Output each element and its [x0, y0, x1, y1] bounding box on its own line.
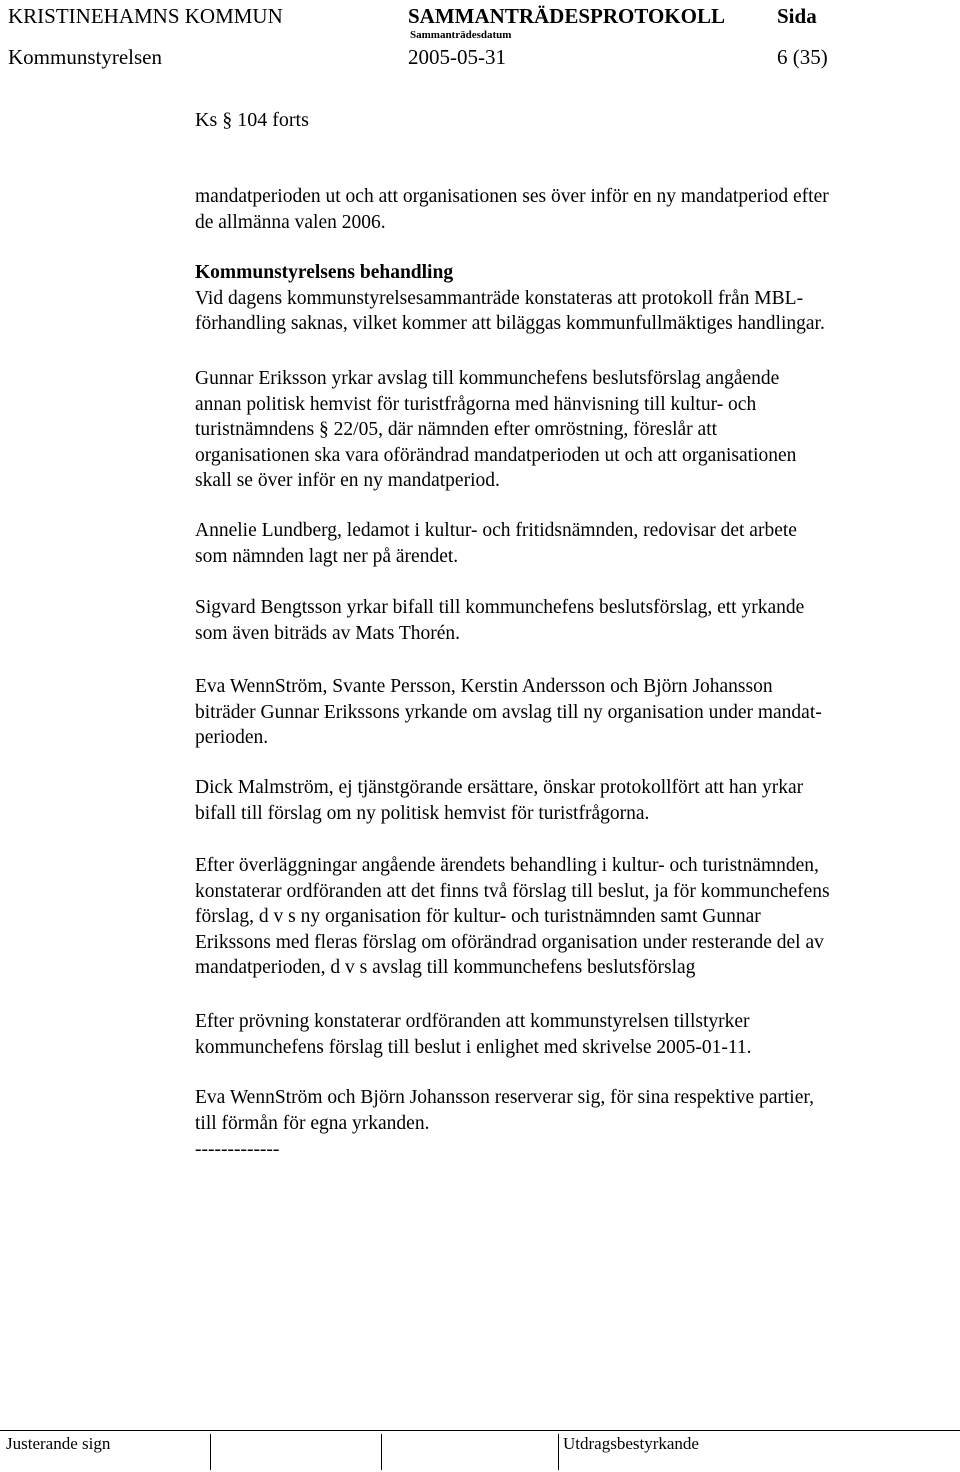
text-line: Dick Malmström, ej tjänstgörande ersättare, önskar protokollfört att han yrkar [195, 777, 804, 798]
footer-rule [0, 1430, 960, 1431]
text-line: turistnämndens § 22/05, där nämnden efter omröstning, föreslår att [195, 419, 718, 440]
paragraph-7 [195, 775, 935, 826]
paragraph-2 [195, 260, 935, 337]
end-marker: ------------- [195, 1139, 280, 1160]
section-reference: Ks § 104 forts [195, 109, 309, 131]
text-line: skall se över inför en ny mandatperiod. [195, 470, 500, 491]
text-line: till förmån för egna yrkanden. [195, 1112, 430, 1134]
text-line: Efter överläggningar angående ärendets behandling i kultur- och turistnämnden, [195, 855, 819, 876]
paragraph-3 [195, 366, 935, 494]
text-line: Erikssons med fleras förslag om oförändrad organisation under resterande del av [195, 931, 824, 953]
committee-name: Kommunstyrelsen [8, 45, 162, 69]
text-line: biträder Gunnar Erikssons yrkande om avslag till ny organisation under mandat- [195, 701, 822, 723]
text-line: Annelie Lundberg, ledamot i kultur- och fritidsnämnden, redovisar det arbete [195, 520, 797, 541]
municipality-name: KRISTINEHAMNS KOMMUN [8, 4, 283, 28]
page-label: Sida [777, 4, 817, 28]
text-line: kommunchefens förslag till beslut i enlighet med skrivelse 2005-01-11. [195, 1036, 752, 1058]
text-line: bifall till förslag om ny politisk hemvist för turistfrågorna. [195, 802, 650, 824]
paragraph-1 [195, 184, 935, 235]
sign-box-divider [558, 1434, 559, 1470]
sign-box-divider [210, 1434, 211, 1470]
text-line: konstaterar ordföranden att det finns två förslag till beslut, ja för kommunchefens [195, 880, 830, 902]
text-line: Eva WennStröm, Svante Persson, Kerstin Andersson och Björn Johansson [195, 676, 773, 697]
paragraph-9 [195, 1009, 935, 1060]
text-line: Gunnar Eriksson yrkar avslag till kommunchefens beslutsförslag angående [195, 368, 780, 389]
sign-box-divider [381, 1434, 382, 1470]
text-line: som även biträds av Mats Thorén. [195, 622, 461, 644]
page-number: 6 (35) [777, 45, 828, 69]
text-line: mandatperioden ut och att organisationen ses över inför en ny mandatperiod efter [195, 186, 829, 207]
text-line: Eva WennStröm och Björn Johansson reserverar sig, för sina respektive partier, [195, 1087, 814, 1108]
justering-sign-label: Justerande sign [6, 1434, 111, 1453]
paragraph-10 [195, 1085, 935, 1136]
document-type: SAMMANTRÄDESPROTOKOLL [408, 4, 725, 28]
text-line: Vid dagens kommunstyrelsesammanträde konstateras att protokoll från MBL- [195, 287, 804, 309]
text-line: förhandling saknas, vilket kommer att biläggas kommunfullmäktiges handlingar. [195, 313, 825, 334]
text-line: Sigvard Bengtsson yrkar bifall till kommunchefens beslutsförslag, ett yrkande [195, 597, 805, 618]
extract-certification-label: Utdragsbestyrkande [563, 1434, 699, 1453]
text-line: de allmänna valen 2006. [195, 211, 386, 233]
date-label: Sammanträdesdatum [410, 29, 512, 41]
paragraph-4 [195, 518, 935, 569]
paragraph-6 [195, 674, 935, 751]
text-line: annan politisk hemvist för turistfrågorna med hänvisning till kultur- och [195, 393, 757, 415]
text-line: organisationen ska vara oförändrad mandatperioden ut och att organisationen [195, 444, 797, 466]
meeting-date: 2005-05-31 [408, 45, 506, 69]
text-line: förslag, d v s ny organisation för kultur- och turistnämnden samt Gunnar [195, 906, 761, 927]
text-line: mandatperioden, d v s avslag till kommunchefens beslutsförslag [195, 957, 696, 978]
paragraph-5 [195, 595, 935, 646]
paragraph-8 [195, 853, 935, 981]
text-line: som nämnden lagt ner på ärendet. [195, 545, 459, 567]
text-line: Efter prövning konstaterar ordföranden att kommunstyrelsen tillstyrker [195, 1011, 750, 1032]
text-line: perioden. [195, 727, 269, 748]
section-heading: Kommunstyrelsens behandling [195, 262, 454, 283]
